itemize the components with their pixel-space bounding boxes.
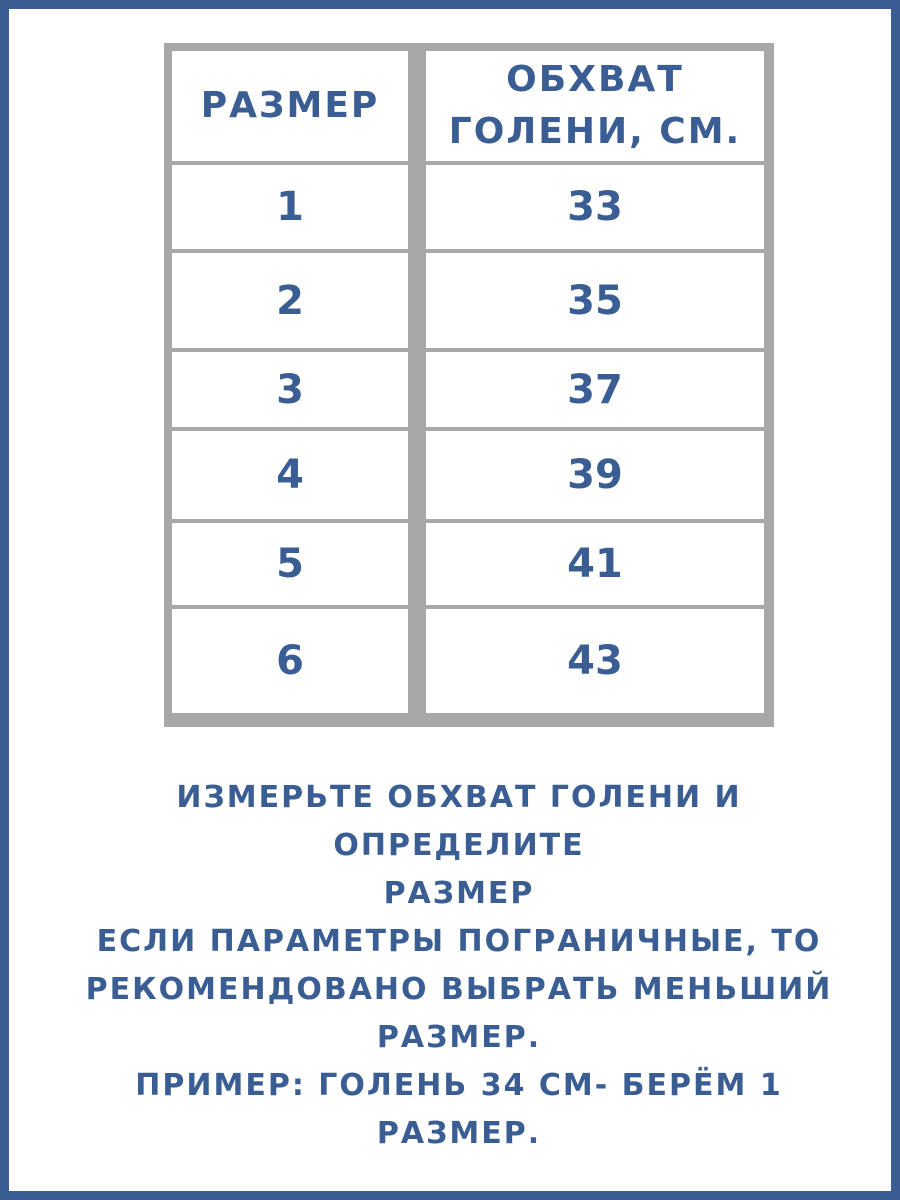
girth-cell: 33 <box>426 165 764 249</box>
girth-header-line2: ГОЛЕНИ, СМ. <box>448 111 742 152</box>
instructions-text <box>49 774 869 1158</box>
girth-cell: 35 <box>426 253 764 348</box>
size-cell: 3 <box>172 352 408 427</box>
instruction-line: РЕКОМЕНДОВАНО ВЫБРАТЬ МЕНЬШИЙ <box>85 972 833 1007</box>
girth-cell: 37 <box>426 352 764 427</box>
girth-column <box>426 51 764 719</box>
size-cell: 1 <box>172 165 408 249</box>
girth-cell: 39 <box>426 431 764 519</box>
girth-cell: 43 <box>426 609 764 713</box>
instruction-line: РАЗМЕР <box>383 876 535 911</box>
instruction-line: ЕСЛИ ПАРАМЕТРЫ ПОГРАНИЧНЫЕ, ТО <box>96 924 822 959</box>
size-cell: 5 <box>172 523 408 605</box>
example-line: ПРИМЕР: ГОЛЕНЬ 34 СМ- БЕРЁМ 1 РАЗМЕР. <box>135 1068 783 1151</box>
girth-header-line1: ОБХВАТ <box>506 59 684 100</box>
size-cell: 4 <box>172 431 408 519</box>
size-column <box>172 51 408 719</box>
girth-header <box>426 51 764 161</box>
size-cell: 6 <box>172 609 408 713</box>
size-header-label: РАЗМЕР <box>200 85 380 126</box>
size-cell: 2 <box>172 253 408 348</box>
size-header <box>172 51 408 161</box>
size-table <box>164 43 774 727</box>
instruction-line: ИЗМЕРЬТЕ ОБХВАТ ГОЛЕНИ И ОПРЕДЕЛИТЕ <box>176 780 742 863</box>
girth-cell: 41 <box>426 523 764 605</box>
instruction-line: РАЗМЕР. <box>376 1020 542 1055</box>
